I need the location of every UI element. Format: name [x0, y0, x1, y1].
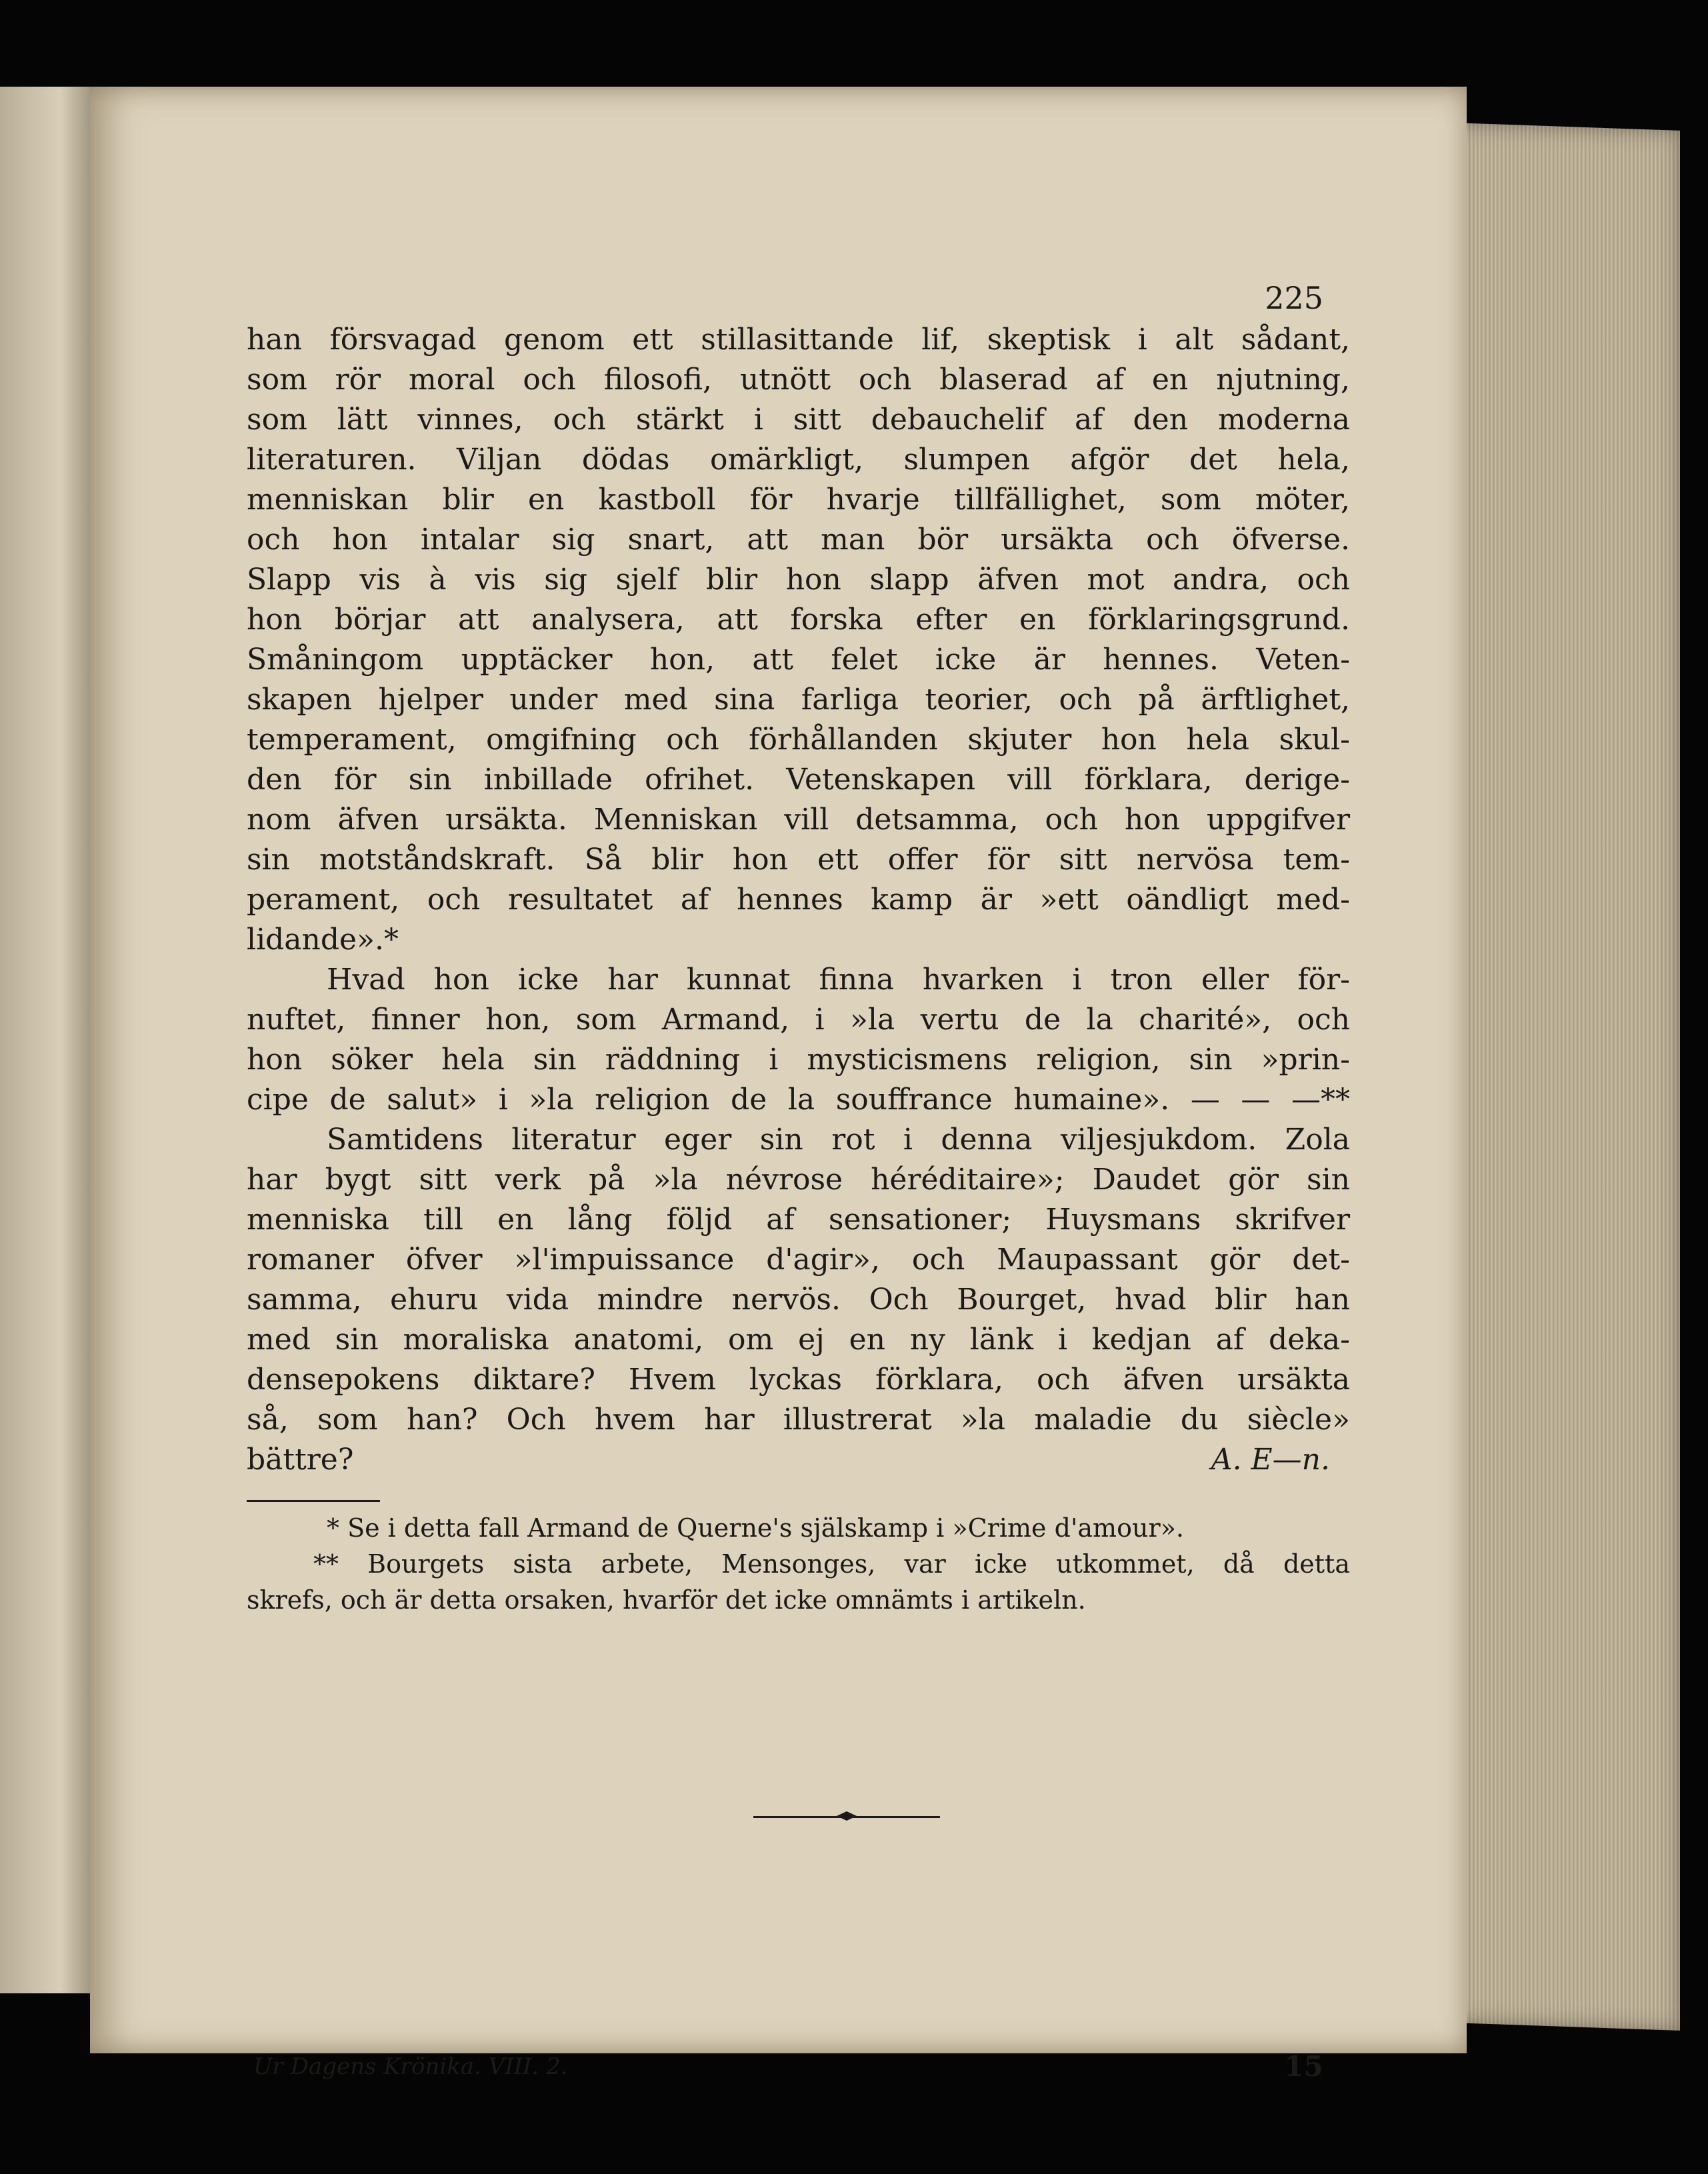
text-line: som rör moral och filosofi, utnött och blaserad af en njutning, [247, 363, 1350, 397]
book-page [90, 87, 1467, 2083]
text-line-indented: Samtidens literatur eger sin rot i denna viljesjukdom. Zola [327, 1123, 1350, 1157]
book-page-edges [1453, 123, 1680, 2031]
closing-line [247, 1440, 1350, 1480]
left-page-edge [0, 87, 100, 1993]
text-line: så, som han? Och hvem har illustrerat »la maladie du siècle» [247, 1403, 1350, 1437]
footer-signature-mark: Ur Dagens Krönika. VIII. 2. [253, 2053, 568, 2080]
author-signature: A. E—n. [1211, 1443, 1330, 1477]
text-line-indented: Hvad hon icke har kunnat finna hvarken i tron eller för- [327, 963, 1350, 997]
footnote: * Se i detta fall Armand de Querne's själskamp i »Crime d'amour». [327, 1513, 1184, 1543]
text-line: den för sin inbillade ofrihet. Vetenskapen vill förklara, derige- [247, 763, 1350, 797]
text-line: nom äfven ursäkta. Menniskan vill detsamma, och hon uppgifver [247, 803, 1350, 837]
last-text-line: bättre? [247, 1443, 354, 1477]
text-line: hon börjar att analysera, att forska efter en förklaringsgrund. [247, 603, 1350, 637]
text-line: hon söker hela sin räddning i mysticismens religion, sin »prin- [247, 1043, 1350, 1077]
text-line: densepokens diktare? Hvem lyckas förklara, och äfven ursäkta [247, 1363, 1350, 1397]
page-number: 225 [1265, 280, 1323, 316]
text-line: sin motståndskraft. Så blir hon ett offer för sitt nervösa tem- [247, 843, 1350, 877]
text-line: samma, ehuru vida mindre nervös. Och Bourget, hvad blir han [247, 1283, 1350, 1317]
text-line: Småningom upptäcker hon, att felet icke är hennes. Veten- [247, 643, 1350, 677]
text-line: nuftet, finner hon, som Armand, i »la vertu de la charité», och [247, 1003, 1350, 1037]
text-line: perament, och resultatet af hennes kamp är »ett oändligt med- [247, 883, 1350, 917]
text-line: han försvagad genom ett stillasittande lif, skeptisk i alt sådant, [247, 323, 1350, 357]
footer-sheet-number: 15 [1284, 2050, 1323, 2083]
text-line: romaner öfver »l'impuissance d'agir», och Maupassant gör det- [247, 1243, 1350, 1277]
text-line: menniska till en lång följd af sensationer; Huysmans skrifver [247, 1203, 1350, 1237]
text-line: har bygt sitt verk på »la névrose héréditaire»; Daudet gör sin [247, 1163, 1350, 1197]
footnote: skrefs, och är detta orsaken, hvarför det icke omnämts i artikeln. [247, 1585, 1086, 1615]
text-line: och hon intalar sig snart, att man bör ursäkta och öfverse. [247, 523, 1350, 557]
text-line: med sin moraliska anatomi, om ej en ny länk i kedjan af deka- [247, 1323, 1350, 1357]
section-divider-ornament [753, 1810, 940, 1823]
text-line: literaturen. Viljan dödas omärkligt, slumpen afgör det hela, [247, 443, 1350, 477]
text-line: lidande».* [247, 923, 399, 957]
text-line: skapen hjelper under med sina farliga teorier, och på ärftlighet, [247, 683, 1350, 717]
footnote: ** Bourgets sista arbete, Mensonges, var icke utkommet, då detta [313, 1549, 1350, 1579]
text-line: temperament, omgifning och förhållanden skjuter hon hela skul- [247, 723, 1350, 757]
footnote-rule [247, 1500, 380, 1502]
text-line: som lätt vinnes, och stärkt i sitt debauchelif af den moderna [247, 403, 1350, 437]
text-line: menniskan blir en kastboll för hvarje tillfällighet, som möter, [247, 483, 1350, 517]
text-line: cipe de salut» i »la religion de la souffrance humaine». — — —** [247, 1083, 1350, 1117]
text-line: Slapp vis à vis sig sjelf blir hon slapp äfven mot andra, och [247, 563, 1350, 597]
